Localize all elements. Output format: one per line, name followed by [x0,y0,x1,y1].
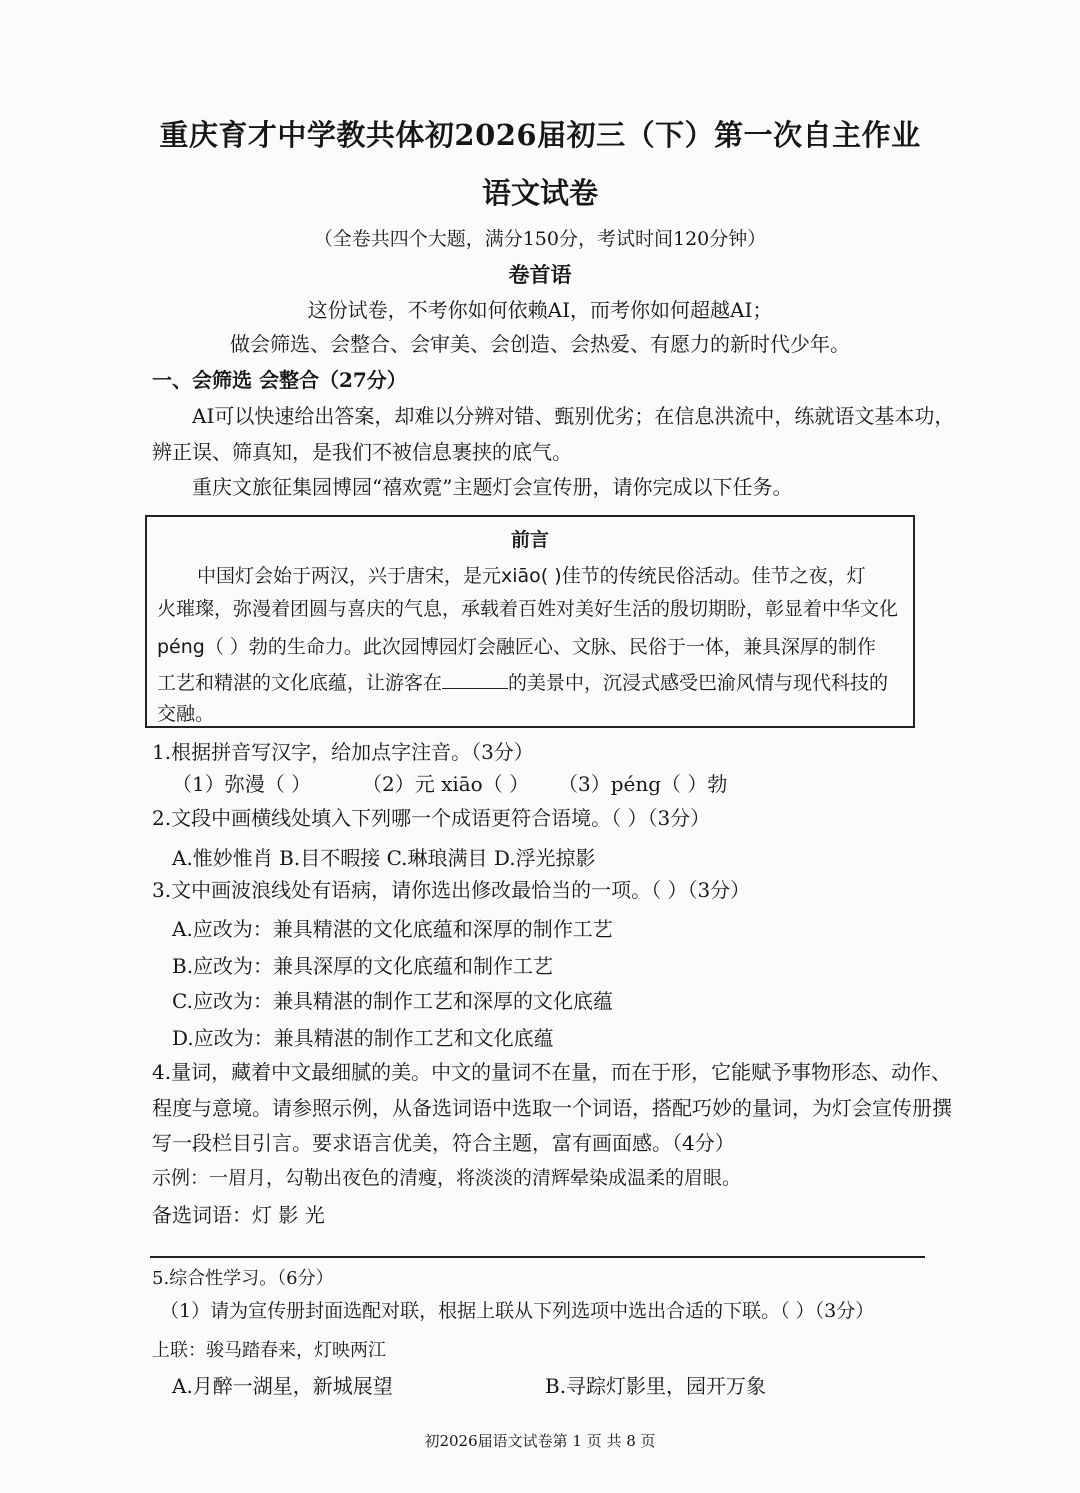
motto-line: 这份试卷，不考你如何依赖AI，而考你如何超越AI； [307,298,773,322]
fill-blank [442,670,508,689]
section-intro: AI可以快速给出答案，却难以分辨对错、甄别优劣；在信息洪流中，练就语文基本功， [192,404,955,428]
question-stem: 3.文中画波浪线处有语病，请你选出修改最恰当的一项。（ ）（3分） [152,878,751,902]
preface-title: 前言 [510,529,549,551]
question-options: A.惟妙惟肖 B.目不暇接 C.琳琅满目 D.浮光掠影 [172,846,596,870]
preface-text: 工艺和精湛的文化底蕴，让游客在 [157,672,443,694]
question-item: （3）péng（ ）勃 [558,772,728,796]
preface-text: 的美景中，沉浸式感受巴渝风情与现代科技的 [508,672,889,694]
preface-line [157,670,888,695]
question-stem: 1.根据拼音写汉字，给加点字注音。（3分） [152,740,534,764]
section-heading: 一、会筛选 会整合（27分） [152,368,407,392]
question-stem: 2.文段中画横线处填入下列哪一个成语更符合语境。（ ）（3分） [152,806,711,830]
question-stem: 写一段栏目引言。要求语言优美，符合主题，富有画面感。（4分） [152,1131,735,1155]
exam-title: 重庆育才中学教共体初2026届初三（下）第一次自主作业 [159,118,921,152]
question-example: 示例：一眉月，勾勒出夜色的清瘦，将淡淡的清辉晕染成温柔的眉眼。 [152,1167,742,1189]
preface-line: péng（ ）勃的生命力。此次园博园灯会融匠心、文脉、民俗于一体，兼具深厚的制作 [157,636,876,658]
preface-line: 中国灯会始于两汉，兴于唐宋，是元xiāo( )佳节的传统民俗活动。佳节之夜，灯 [197,565,866,587]
divider-line [150,1256,925,1258]
section-intro: 辨正误、筛真知，是我们不被信息裹挟的底气。 [152,440,572,464]
preface-box [145,515,915,728]
exam-note: （全卷共四个大题，满分150分，考试时间120分钟） [313,228,767,250]
question-item: （1）弥漫（ ） [172,772,312,796]
question-option: D.应改为：兼具精湛的制作工艺和文化底蕴 [172,1026,554,1050]
question-stem: 程度与意境。请参照示例，从备选词语中选取一个词语，搭配巧妙的量词，为灯会宣传册撰 [152,1096,952,1120]
page-footer: 初2026届语文试卷第 1 页 共 8 页 [424,1432,656,1450]
question-option: B.寻踪灯影里，园开万象 [545,1374,767,1398]
preface-line: 交融。 [157,703,215,725]
question-stem: （1）请为宣传册封面选配对联，根据上联从下列选项中选出合适的下联。（ ）（3分） [160,1300,875,1322]
section-intro: 重庆文旅征集园博园“禧欢霓”主题灯会宣传册，请你完成以下任务。 [192,475,793,499]
motto-heading: 卷首语 [508,262,572,287]
question-option: A.应改为：兼具精湛的文化底蕴和深厚的制作工艺 [172,917,613,941]
question-option: A.月醉一湖星，新城展望 [172,1374,393,1398]
question-option: B.应改为：兼具深厚的文化底蕴和制作工艺 [172,954,554,978]
question-stem: 4.量词，藏着中文最细腻的美。中文的量词不在量，而在于形，它能赋予事物形态、动作、 [152,1060,952,1084]
motto-line: 做会筛选、会整合、会审美、会创造、会热爱、有愿力的新时代少年。 [230,332,850,356]
exam-subject: 语文试卷 [481,176,598,210]
couplet-upper: 上联：骏马踏春来，灯映两江 [152,1340,386,1361]
question-stem: 5.综合性学习。（6分） [152,1268,334,1289]
preface-line: 火璀璨，弥漫着团圆与喜庆的气息，承载着百姓对美好生活的殷切期盼，彰显着中华文化 [157,598,899,620]
question-words: 备选词语：灯 影 光 [152,1203,325,1227]
question-option: C.应改为：兼具精湛的制作工艺和深厚的文化底蕴 [172,989,613,1013]
question-item: （2）元 xiāo（ ） [362,772,530,796]
